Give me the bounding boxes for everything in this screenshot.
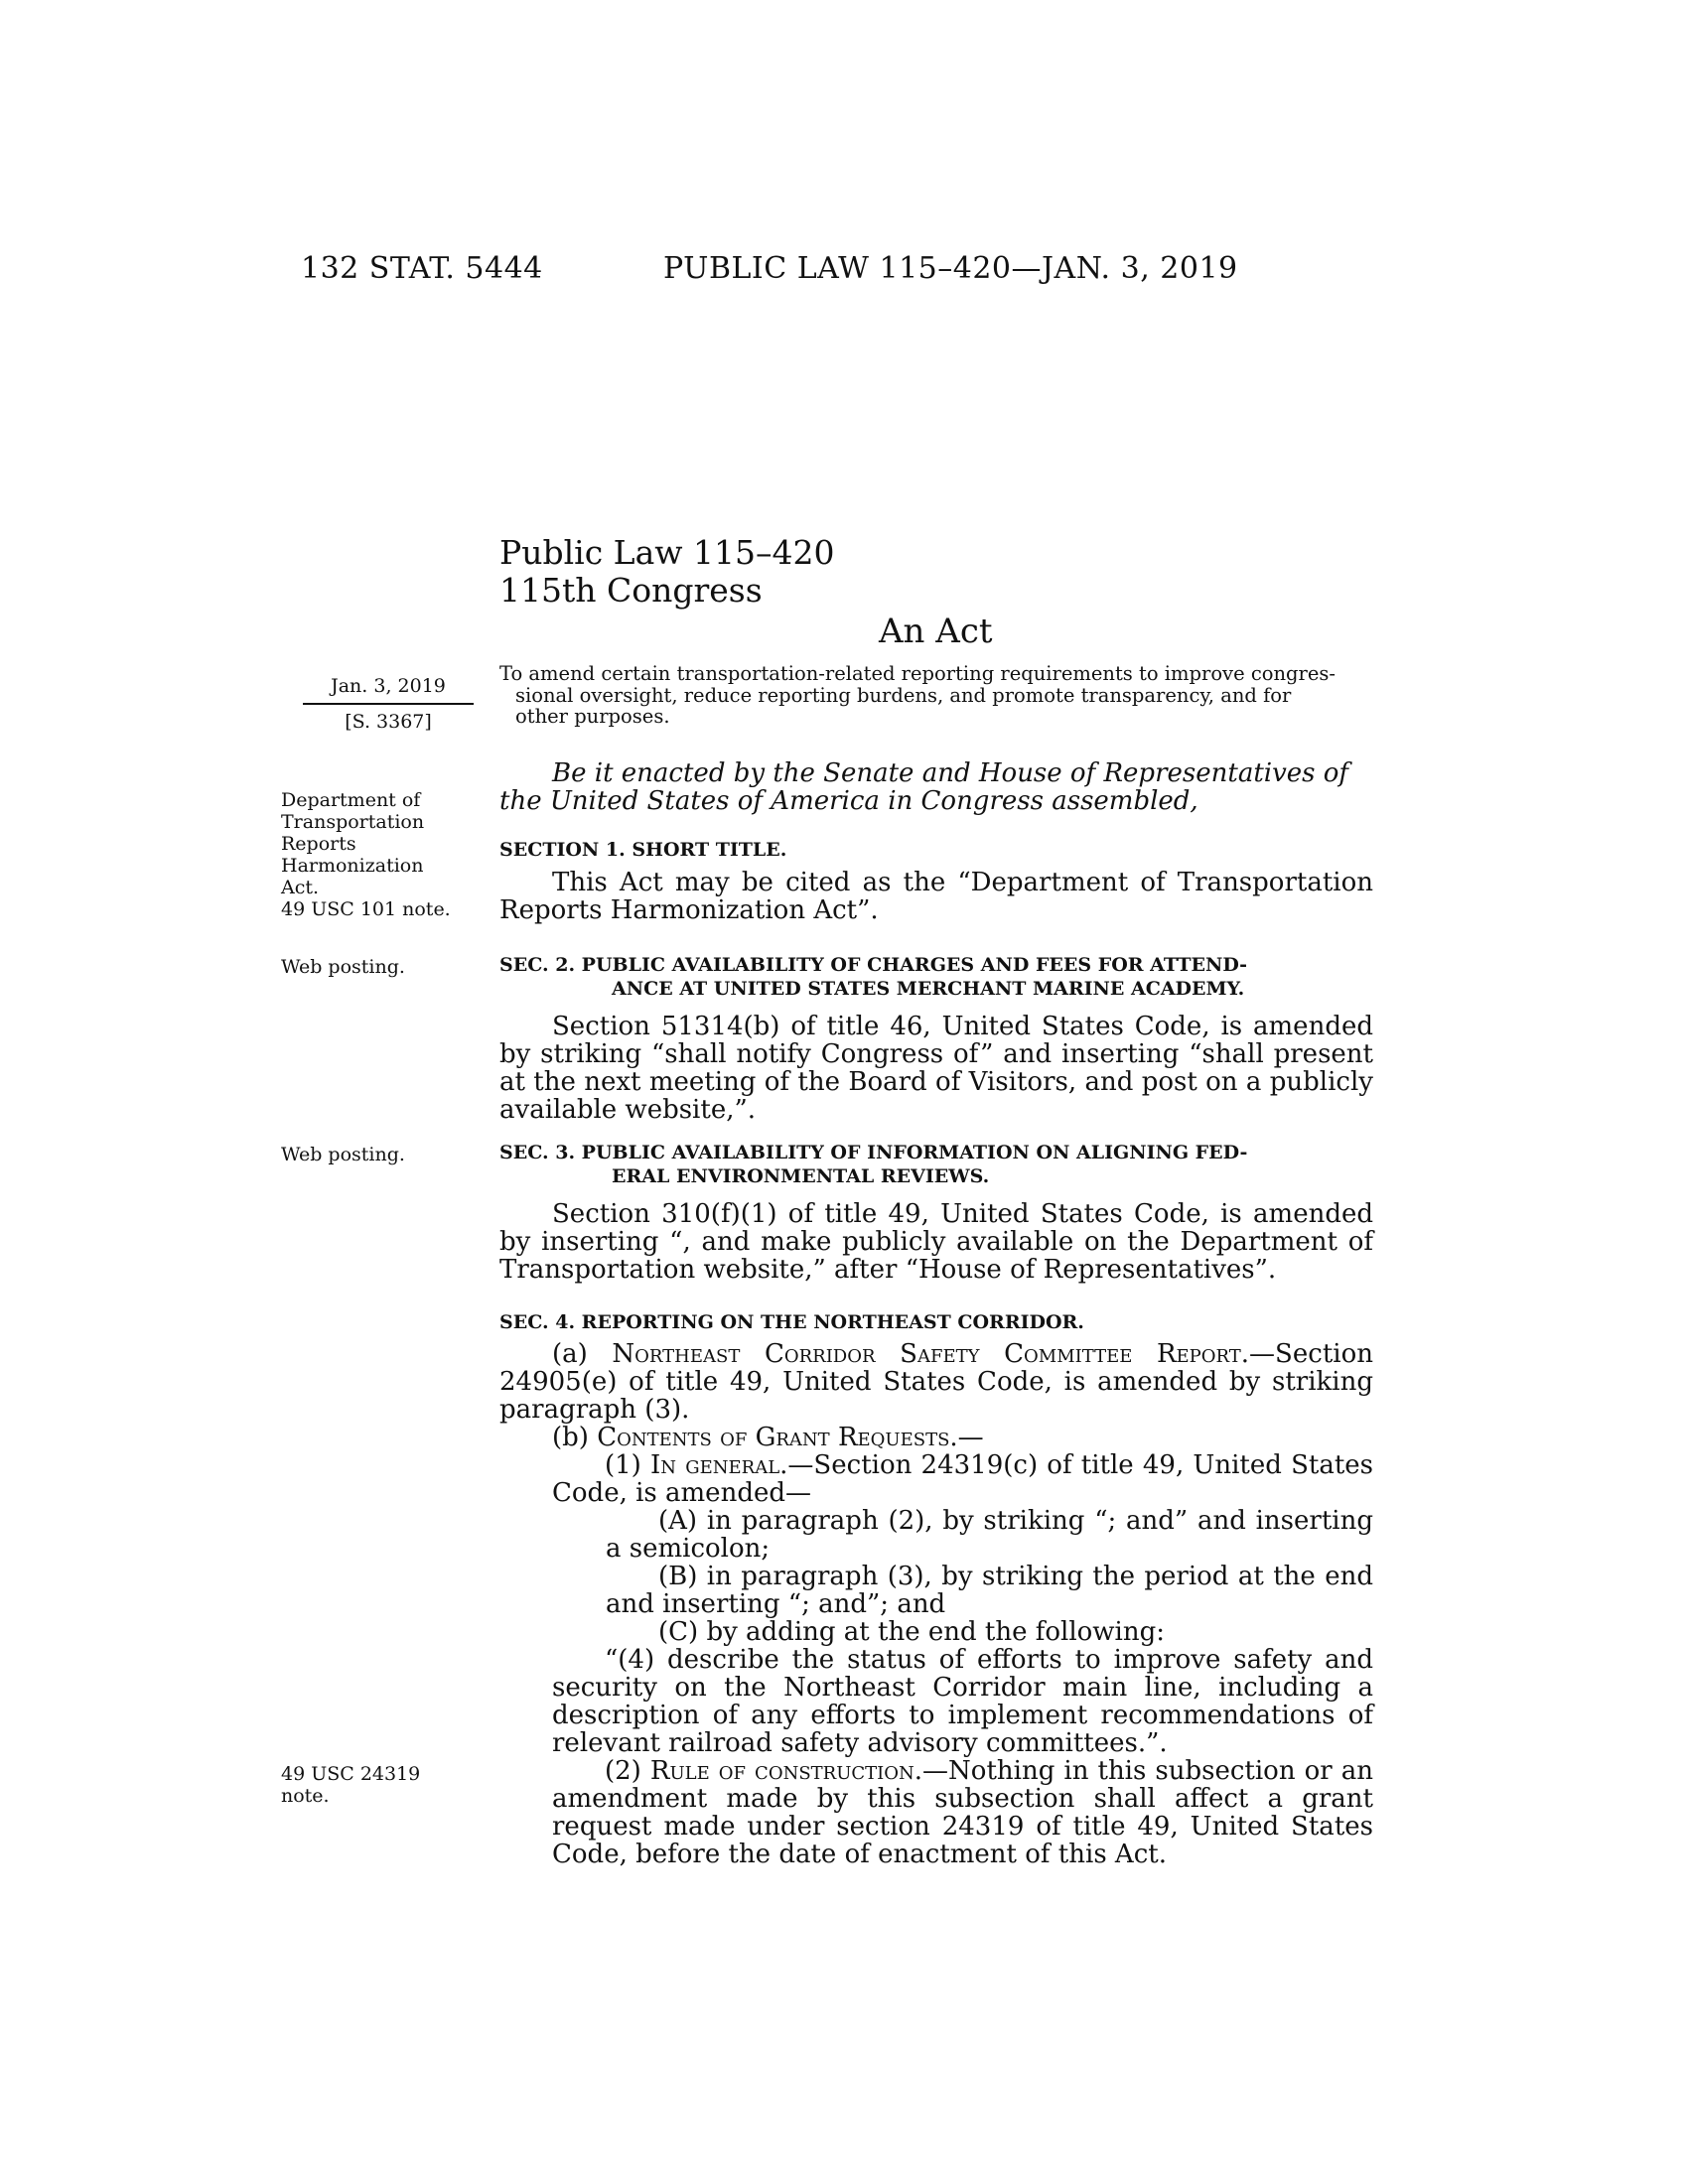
act-heading: An Act	[879, 612, 993, 651]
subsection-a	[499, 1340, 1373, 1424]
margin-note-line: 49 USC 24319	[281, 1763, 421, 1785]
subsection-a-label: (a)	[552, 1339, 613, 1369]
paragraph-b2-caption: Rule of construction	[649, 1756, 914, 1786]
subsection-b-dash: .—	[949, 1423, 984, 1452]
margin-note-line: Act.	[281, 877, 320, 898]
public-law-number: Public Law 115–420	[499, 533, 835, 572]
subsection-b-label: (b)	[552, 1423, 598, 1452]
enactment-date-box	[303, 675, 474, 733]
section-2-text: Section 51314(b) of title 46, United States Code, is amended by striking “shall notify Congress of” and inserting “shall present at the next meeting of the Board of Visitors, and post on a publicly available website,”.	[499, 1012, 1373, 1125]
subparagraph-C: (C) by adding at the end the following:	[658, 1617, 1166, 1647]
subsection-b-caption: Contents of Grant Requests	[597, 1423, 950, 1452]
subparagraph-A: (A) in paragraph (2), by striking “; and” and inserting a semicolon;	[606, 1506, 1373, 1564]
subsection-b-heading	[499, 1424, 1373, 1451]
paragraph-b2-text: .—Nothing in this subsection or an amendment made by this subsection shall affect a grant request made under section 24319 of title 49, United States Code, before the date of enactment of this Act.	[552, 1756, 1373, 1869]
paragraph-b1-label: (1)	[605, 1450, 651, 1480]
margin-note-usc: 49 USC 101 note.	[281, 898, 451, 920]
congress-number: 115th Congress	[499, 571, 763, 610]
purpose-clause	[499, 663, 1373, 728]
purpose-line-3: other purposes.	[515, 705, 670, 728]
section-4-heading: SEC. 4. REPORTING ON THE NORTHEAST CORRIDOR.	[499, 1311, 1084, 1333]
subparagraph-B: (B) in paragraph (3), by striking the period at the end and inserting “; and”; and	[606, 1562, 1373, 1619]
paragraph-b2-label: (2)	[605, 1756, 650, 1786]
paragraph-b1-caption: In general	[650, 1450, 780, 1480]
margin-note-short-title	[281, 789, 451, 920]
margin-note-web-posting: Web posting.	[281, 956, 405, 978]
enacting-line-1: Be it enacted by the Senate and House of Representatives of	[552, 758, 1349, 788]
page-citation: 132 STAT. 5444	[301, 251, 543, 286]
paragraph-b1	[552, 1451, 1373, 1507]
subsection-a-text: .—Section 24905(e) of title 49, United States Code, is amended by striking paragraph (3).	[499, 1339, 1373, 1425]
quoted-paragraph-4: “(4) describe the status of efforts to improve safety and security on the Northeast Corridor main line, including a description of any efforts to implement recommendations of relevant railroad safety advisory committees.”.	[552, 1645, 1373, 1758]
section-2-heading-line-1: SEC. 2. PUBLIC AVAILABILITY OF CHARGES AND FEES FOR ATTEND-	[499, 954, 1248, 976]
enacting-clause	[499, 759, 1373, 815]
date-divider	[303, 703, 474, 705]
enactment-date: Jan. 3, 2019	[331, 675, 446, 697]
margin-note-web-posting: Web posting.	[281, 1144, 405, 1165]
margin-note-line: Harmonization	[281, 855, 424, 877]
enacting-line-2: the United States of America in Congress assembled,	[499, 786, 1198, 816]
section-3-text: Section 310(f)(1) of title 49, United States Code, is amended by inserting “, and make publicly available on the Department of Transportation website,” after “House of Representatives”.	[499, 1199, 1373, 1285]
paragraph-b1-text: .—Section 24319(c) of title 49, United States Code, is amended—	[552, 1450, 1374, 1508]
section-1-heading: SECTION 1. SHORT TITLE.	[499, 839, 787, 861]
subsection-a-caption: Northeast Corridor Safety Committee Report	[612, 1339, 1241, 1369]
bill-number: [S. 3367]	[345, 711, 432, 733]
title-block	[499, 534, 834, 610]
section-2-heading	[499, 953, 1373, 1001]
purpose-line-2: sional oversight, reduce reporting burdens, and promote transparency, and for	[515, 683, 1292, 707]
section-2-heading-line-2: ANCE AT UNITED STATES MERCHANT MARINE ACADEMY.	[612, 978, 1245, 1000]
section-3-heading-line-2: ERAL ENVIRONMENTAL REVIEWS.	[612, 1165, 990, 1187]
margin-note-usc-24319	[281, 1763, 420, 1807]
margin-note-line: note.	[281, 1785, 330, 1807]
section-3-heading-line-1: SEC. 3. PUBLIC AVAILABILITY OF INFORMATION ON ALIGNING FED-	[499, 1142, 1248, 1163]
paragraph-b2	[552, 1757, 1373, 1868]
margin-note-line: Department of	[281, 789, 421, 811]
running-head: PUBLIC LAW 115–420—JAN. 3, 2019	[663, 251, 1238, 286]
purpose-line-1: To amend certain transportation-related reporting requirements to improve congres-	[499, 662, 1336, 685]
section-3-heading	[499, 1141, 1373, 1188]
section-1-text: This Act may be cited as the “Department of Transportation Reports Harmonization Act”.	[499, 868, 1373, 925]
margin-note-line: Reports	[281, 833, 356, 855]
margin-note-line: Transportation	[281, 811, 425, 833]
